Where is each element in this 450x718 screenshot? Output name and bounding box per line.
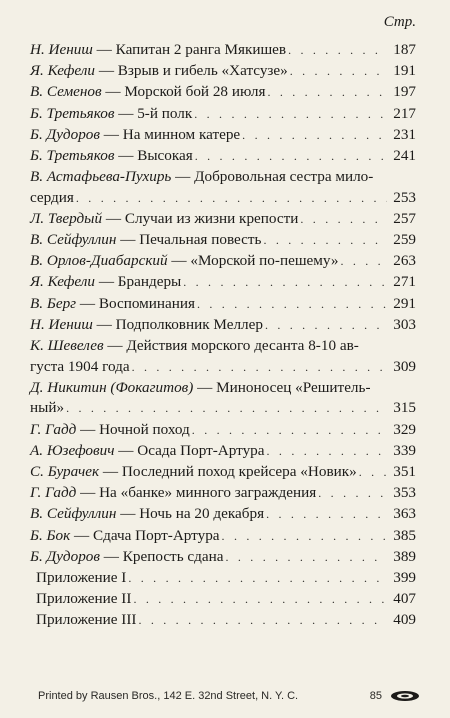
toc-entry-leader [340,251,387,272]
toc-entry-leader [263,230,387,251]
toc-entry-page: 363 [393,505,416,523]
toc-entry-text [30,251,338,272]
toc-entry-line [30,272,416,293]
toc-entry-title: Сдача Порт-Артура [93,526,220,544]
toc-entry-line-2 [30,398,416,419]
toc-entry-separator: — [96,41,112,58]
toc-entry-page: 197 [393,83,416,101]
toc-entry-author: Я. Кефели [30,62,96,80]
toc-appendix-line [30,589,416,610]
toc-entry-separator: — [98,62,114,80]
toc-entry-separator: — [171,252,187,270]
toc-entry-page: 291 [393,294,416,312]
toc-entry-line [30,336,416,357]
toc-entry-page: 217 [393,104,416,122]
toc-entry-leader [132,357,387,378]
toc-entry-page: 389 [393,547,416,565]
toc-entry-line [30,61,416,82]
toc-entry-author: Г. Гадд [30,484,77,502]
toc-entry [30,146,416,167]
toc-entry-line [30,294,416,315]
toc-entry-separator: — [102,462,119,480]
toc-entry-author: Б. Третьяков [30,104,115,122]
toc-entry-line [30,504,416,525]
toc-appendix-page: 409 [393,611,416,629]
toc-entry-text [30,378,371,399]
toc-entry-page: 339 [393,441,416,459]
toc-entry-line [30,104,416,125]
toc-entry-separator: — [175,168,191,186]
toc-entry-line [30,251,416,272]
toc-entry-author: Б. Третьяков [30,146,115,164]
toc-entry-page: 315 [393,399,416,417]
toc-entry [30,336,416,377]
toc-entry-leader [267,82,387,103]
toc-entry-line [30,209,416,230]
toc-entry-text [30,167,373,188]
toc-entry-title: На минном катере [122,125,241,143]
toc-entry-title: Осада Порт-Артура [137,441,265,459]
toc-entry-title-cont: сердия [30,188,74,206]
toc-entry-separator: — [103,125,119,143]
toc-appendix-page: 407 [393,590,416,608]
toc-entry-text [30,462,357,483]
toc-entry-author: А. Юзефович [30,441,115,459]
toc-entry-author: В. Сейфуллин [30,505,117,523]
toc-entry-line [30,82,416,103]
toc-entry-page: 271 [393,273,416,291]
toc-entry-line [30,462,416,483]
toc-entry-page: 187 [393,41,416,58]
toc-entry [30,315,416,336]
toc-entry [30,251,416,272]
toc-entry-author: В. Сейфуллин [30,231,117,249]
footer-page-number: 85 [369,690,382,702]
toc-entry-leader [183,272,387,293]
toc-entry-separator: — [120,231,136,249]
toc-entry-text [30,420,190,441]
toc-entry-author: Г. Гадд [30,420,77,438]
toc-entry-title: Ночь на 20 декабря [139,505,265,523]
toc-entry [30,167,416,208]
toc-entry-line [30,125,416,146]
toc-entry [30,462,416,483]
toc-entry-text [30,441,265,462]
toc-entry-leader [267,441,387,462]
toc-entry-title: «Морской по-пешему» [190,252,339,270]
toc-entry-separator: — [79,294,96,312]
toc-entry-title: На «банке» минного заграждения [99,484,317,502]
toc-entry-page: 329 [393,420,416,438]
toc-entry-separator: — [107,337,123,355]
toc-entry [30,125,416,146]
toc-appendix-leader [138,610,387,631]
toc-entry-line [30,167,416,188]
page-column-header: Стр. [383,14,416,30]
toc-entry-text [30,547,224,568]
toc-entry-text [30,504,264,525]
toc-entry-line [30,40,416,61]
toc-entry-author: Б. Дудоров [30,125,100,143]
toc-entry-leader [192,420,387,441]
printer-credit: Printed by Rausen Bros., 142 E. 32nd Street, N. Y. C. [38,690,299,702]
toc-entry-separator: — [118,104,134,122]
toc-entry-author: Н. Иениш [30,315,93,333]
toc-entry-text [30,336,359,357]
toc-entry-text [30,315,263,336]
toc-entry-line-2 [30,188,416,209]
toc-entry-leader [194,104,387,125]
toc-entry-author: Д. Никитин (Фокагитов) [30,378,194,396]
toc-entry-leader [197,294,387,315]
toc-appendix-leader [133,589,387,610]
toc-entry [30,420,416,441]
toc-entry-title: Печальная повесть [139,231,262,249]
toc-entry-text [30,294,195,315]
toc-appendix [30,589,416,610]
toc-entry-text [30,483,316,504]
toc-entry-text [30,82,265,103]
toc-entry-leader [222,526,387,547]
toc-entry [30,209,416,230]
toc-entry-title: Высокая [137,146,193,164]
toc-appendix-title: Приложение II [36,590,132,608]
toc-entry-page: 263 [393,252,416,270]
toc-appendix [30,568,416,589]
toc-entry-author: Я. Кефели [30,273,96,291]
toc-entry-title: Добровольная сестра мило- [194,168,374,186]
toc-entry-author: В. Семенов [30,83,102,101]
toc-entry-separator: — [80,420,96,438]
toc-entry-line [30,526,416,547]
toc-entry-text [30,125,240,146]
toc-entry [30,526,416,547]
toc-entry-page: 241 [393,146,416,164]
toc-entry [30,483,416,504]
toc-entry-title: Случаи из жизни крепости [124,209,299,227]
toc-entry-page: 351 [393,462,416,480]
toc-entry-author: Л. Твердый [30,209,103,227]
toc-entry-page: 259 [393,231,416,249]
toc-entry-author: В. Берг [30,294,77,312]
toc-entry-text [30,209,298,230]
toc-entry-separator: — [118,441,134,459]
toc-entry-leader [290,61,387,82]
toc-entry [30,40,416,61]
toc-entry-separator: — [103,547,119,565]
toc-entry-title: 5-й полк [137,104,193,122]
toc-entry-title-cont: густа 1904 года [30,357,130,375]
toc-appendix-title: Приложение I [36,568,127,586]
toc-entry-page: 385 [393,526,416,544]
toc-entry-leader [66,398,387,419]
toc-entry-title: Капитан 2 ранга Мякишев [115,41,287,58]
toc-entry-separator: — [105,83,121,101]
toc-entry-text [30,104,192,125]
toc-entry [30,82,416,103]
toc-entry-line [30,441,416,462]
toc-entry-title: Морской бой 28 июля [124,83,266,101]
toc-entry-author: В. Орлов-Диабарский [30,252,168,270]
toc-entry-author: К. Шевелев [30,337,104,355]
toc-entry-title: Последний поход крейсера «Новик» [121,462,357,480]
toc-entry-text [30,272,181,293]
toc-entry-separator: — [118,146,134,164]
toc-appendix-line [30,610,416,631]
toc-entry-leader [195,146,387,167]
toc-entry-title: Действия морского десанта 8-10 ав- [126,337,359,355]
toc-entry-text [30,146,193,167]
toc-entry-line [30,146,416,167]
ornament-icon [390,690,420,702]
toc-entry-page: 303 [393,315,416,333]
toc-entry [30,378,416,419]
toc-entry-separator: — [74,526,90,544]
toc-appendix-line [30,568,416,589]
toc-entry-leader [265,315,387,336]
toc-entry-leader [359,462,387,483]
toc-entry [30,547,416,568]
toc-entry-title: Подполковник Меллер [115,315,263,333]
toc-entry-separator: — [80,484,96,502]
toc-entry-title: Миноносец «Решитель- [216,378,371,396]
toc-entry-line [30,378,416,399]
toc-entry [30,441,416,462]
toc-entry-line-2 [30,357,416,378]
toc-entry-text [30,230,261,251]
toc-appendix-title: Приложение III [36,611,137,629]
table-of-contents [30,40,416,631]
toc-entry-leader [300,209,387,230]
toc-entry-line [30,315,416,336]
toc-appendix-leader [128,568,387,589]
toc-entry [30,230,416,251]
toc-entry-line [30,420,416,441]
toc-entry-page: 191 [393,62,416,80]
toc-entry-text [30,526,220,547]
toc-entry-page: 257 [393,209,416,227]
toc-entry-line [30,547,416,568]
toc-entry-title: Крепость сдана [122,547,224,565]
toc-entry-separator: — [105,209,122,227]
toc-entry [30,61,416,82]
toc-appendix-page: 399 [393,568,416,586]
toc-entry-title: Брандеры [117,273,182,291]
toc-entry [30,104,416,125]
toc-entry [30,294,416,315]
toc-entry-author: С. Бурачек [30,462,100,480]
toc-entry-author: Б. Дудоров [30,547,100,565]
toc-entry-author: Б. Бок [30,526,71,544]
toc-entry-text [30,40,286,61]
toc-appendix [30,610,416,631]
toc-entry-title: Взрыв и гибель «Хатсузе» [117,62,288,80]
toc-entry-title: Воспоминания [98,294,195,312]
toc-entry-separator: — [197,378,213,396]
toc-entry-line [30,230,416,251]
toc-entry-title: Ночной поход [99,420,190,438]
toc-entry-leader [76,188,387,209]
toc-entry [30,272,416,293]
toc-entry-leader [242,125,387,146]
toc-entry-separator: — [96,315,112,333]
toc-entry-line [30,483,416,504]
toc-entry-leader [288,40,387,61]
toc-entry-separator: — [120,505,136,523]
toc-entry-page: 253 [393,188,416,206]
toc-entry-page: 353 [393,484,416,502]
toc-entry-leader [266,504,387,525]
toc-entry-title-cont: ный» [30,399,65,417]
toc-entry-author: В. Астафьева-Пухирь [30,168,172,186]
toc-entry-leader [226,547,388,568]
printer-footer [38,690,420,702]
toc-entry-separator: — [98,273,114,291]
toc-entry-text [30,61,288,82]
toc-entry [30,504,416,525]
toc-entry-leader [318,483,387,504]
toc-entry-page: 309 [393,357,416,375]
toc-entry-author: Н. Иениш [30,41,93,58]
toc-entry-page: 231 [393,125,416,143]
